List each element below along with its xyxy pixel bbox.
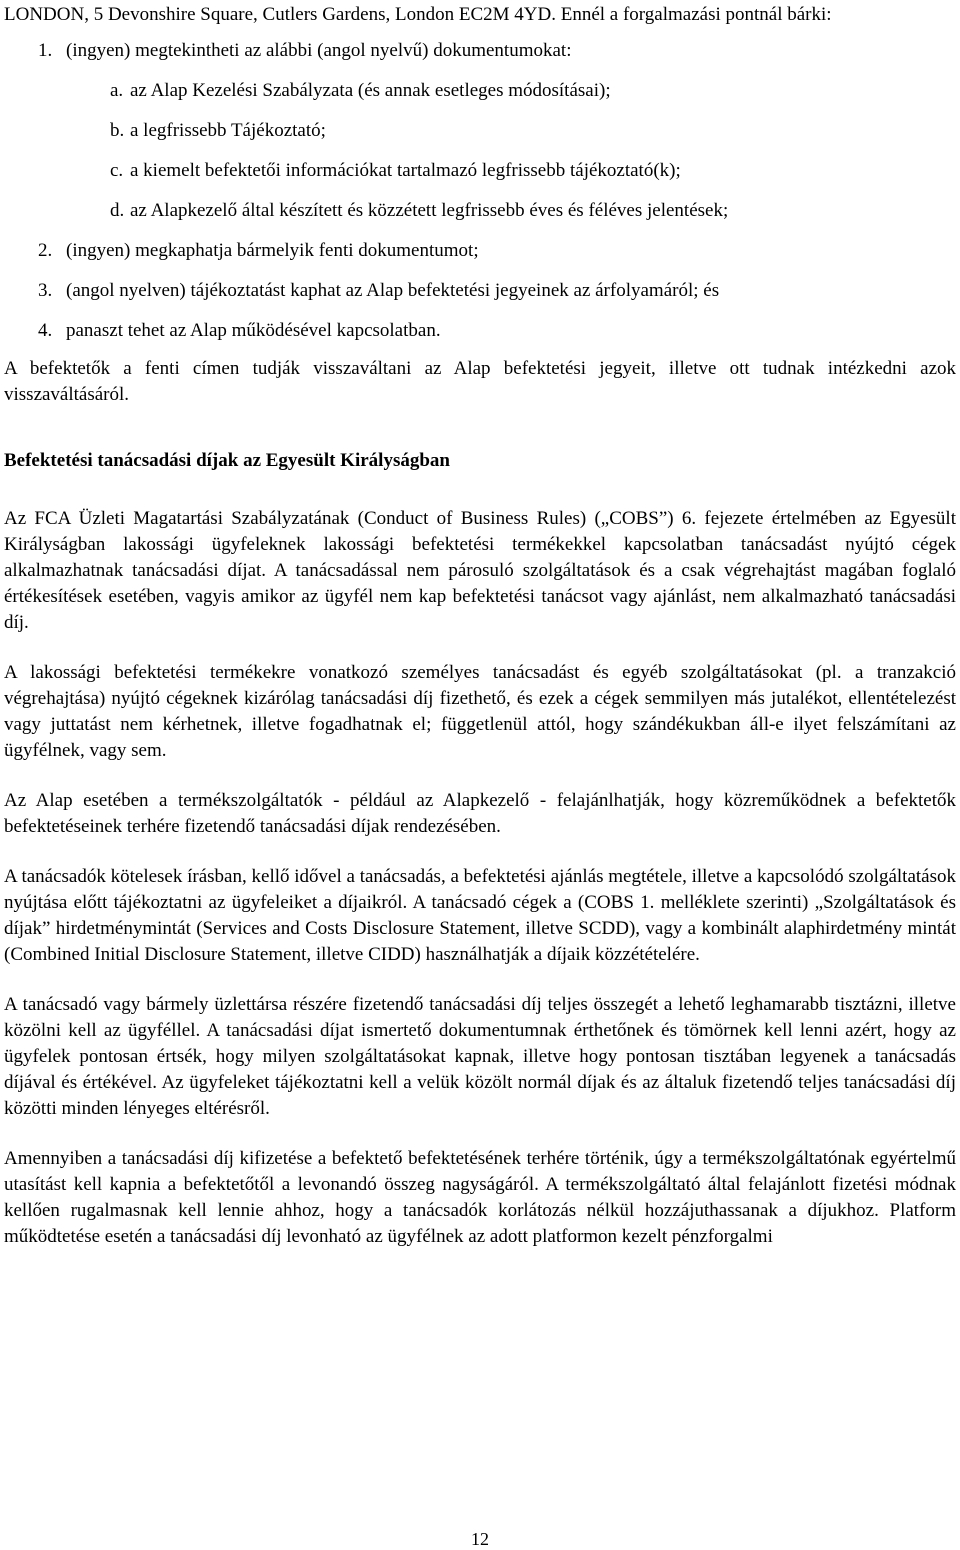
list-number: 3. [38,280,53,301]
section-heading: Befektetési tanácsadási díjak az Egyesült Királyságban [4,450,450,471]
services-list [4,38,956,344]
body-paragraph: Amennyiben a tanácsadási díj kifizetése a befektető befektetésének terhére történik, úgy a termékszolgáltatónak egyértelmű utasítást kell kapnia a befektetőtől a levonandó összeg nagyságáról. A termékszolgáltató által felajánlott fizetési módnak kellően rugalmasnak kell lennie ahhoz, hogy a tanácsadók korlátozás nélkül hozzájuthassanak a díjukhoz. Platform működtetése esetén a tanácsadási díj levonható az ügyfélnek az adott platformon kezelt pénzforgalmi [4,1148,956,1247]
list-item [4,38,956,224]
page-number: 12 [471,1529,489,1549]
body-paragraph: A tanácsadók kötelesek írásban, kellő idővel a tanácsadás, a befektetési ajánlás megtétele, illetve a kapcsolódó szolgáltatások nyújtása előtt tájékoztatni az ügyfeleiket a díjaikról. A tanácsadó cégek a (COBS 1. melléklete szerinti) „Szolgáltatások és díjak” hirdetménymintát (Services and Costs Disclosure Statement, illetve SCDD), vagy a kombinált alaphirdetmény mintát (Combined Initial Disclosure Statement, illetve CIDD) használhatják a díjaik közzétételére. [4,866,956,965]
list-item [4,238,956,264]
list-number: 4. [38,320,53,341]
sub-list-item [4,158,956,184]
sub-list-item-text: az Alap Kezelési Szabályzata (és annak esetleges módosításai); [130,80,611,101]
sub-list-item-text: a kiemelt befektetői információkat tartalmazó legfrissebb tájékoztató(k); [130,160,681,181]
list-item-text: (angol nyelven) tájékoztatást kaphat az Alap befektetési jegyeinek az árfolyamáról; és [66,280,720,301]
sub-list-item-text: a legfrissebb Tájékoztató; [130,120,326,141]
list-item-text: (ingyen) megtekintheti az alábbi (angol nyelvű) dokumentumokat: [66,40,572,61]
sub-list-item [4,198,956,224]
intro-paragraph: LONDON, 5 Devonshire Square, Cutlers Gardens, London EC2M 4YD. Ennél a forgalmazási pontnál bárki: [4,4,832,25]
body-paragraph: Az FCA Üzleti Magatartási Szabályzatának (Conduct of Business Rules) („COBS”) 6. fejezete értelmében az Egyesült Királyságban lakossági ügyfeleknek lakossági befektetési termékekkel kapcsolatban tanácsadást nyújtó cégek alkalmazhatnak tanácsadási díjat. A tanácsadással nem párosuló szolgáltatások és a csak végrehajtást magában foglaló értékesítések esetében, vagyis amikor az ügyfél nem kap befektetési tanácsot vagy ajánlást, nem alkalmazható tanácsadási díj. [4,508,956,633]
list-number: 1. [38,40,53,61]
body-paragraph: A tanácsadó vagy bármely üzlettársa részére fizetendő tanácsadási díj teljes összegét a lehető leghamarabb tisztázni, illetve közölni kell az ügyféllel. A tanácsadási díjat ismertető dokumentumnak érthetőnek és tömörnek kell lenni azért, hogy az ügyfelek pontosan értsék, hogy milyen szolgáltatásokat kapnak, illetve hogy pontosan tisztában legyenek a tanácsadás díjával és értékével. Az ügyfeleket tájékoztatni kell a velük közölt normál díjak és az általuk fizetendő teljes tanácsadási díj közötti minden lényeges eltérésről. [4,994,956,1119]
list-item [4,318,956,344]
redemption-paragraph: A befektetők a fenti címen tudják visszaváltani az Alap befektetési jegyeit, illetve ott tudnak intézkedni azok visszaváltásáról. [4,358,956,405]
sub-list-item [4,118,956,144]
body-paragraph: A lakossági befektetési termékekre vonatkozó személyes tanácsadást és egyéb szolgáltatásokat (pl. a tranzakció végrehajtása) nyújtó cégeknek kizárólag tanácsadási díj fizethető, és ezek a cégek semmilyen más jutalékot, ellentételezést vagy juttatást nem kérhetnek, illetve fogadhatnak el; függetlenül attól, hogy szándékukban áll-e ilyet felszámítani az ügyfélnek, vagy sem. [4,662,956,761]
sub-list-item-text: az Alapkezelő által készített és közzétett legfrissebb éves és féléves jelentések; [130,200,729,221]
list-item [4,278,956,304]
list-item-text: (ingyen) megkaphatja bármelyik fenti dokumentumot; [66,240,479,261]
sub-list-item [4,78,956,104]
body-paragraph: Az Alap esetében a termékszolgáltatók - például az Alapkezelő - felajánlhatják, hogy közreműködnek a befektetők befektetéseinek terhére fizetendő tanácsadási díjak rendezésében. [4,790,956,837]
list-number: 2. [38,240,53,261]
list-item-text: panaszt tehet az Alap működésével kapcsolatban. [66,320,441,341]
sub-list-letter: c. [110,160,124,181]
document-page [4,0,956,1274]
sub-list-letter: a. [110,80,124,101]
sub-list-letter: d. [110,200,125,221]
sub-list-letter: b. [110,120,125,141]
